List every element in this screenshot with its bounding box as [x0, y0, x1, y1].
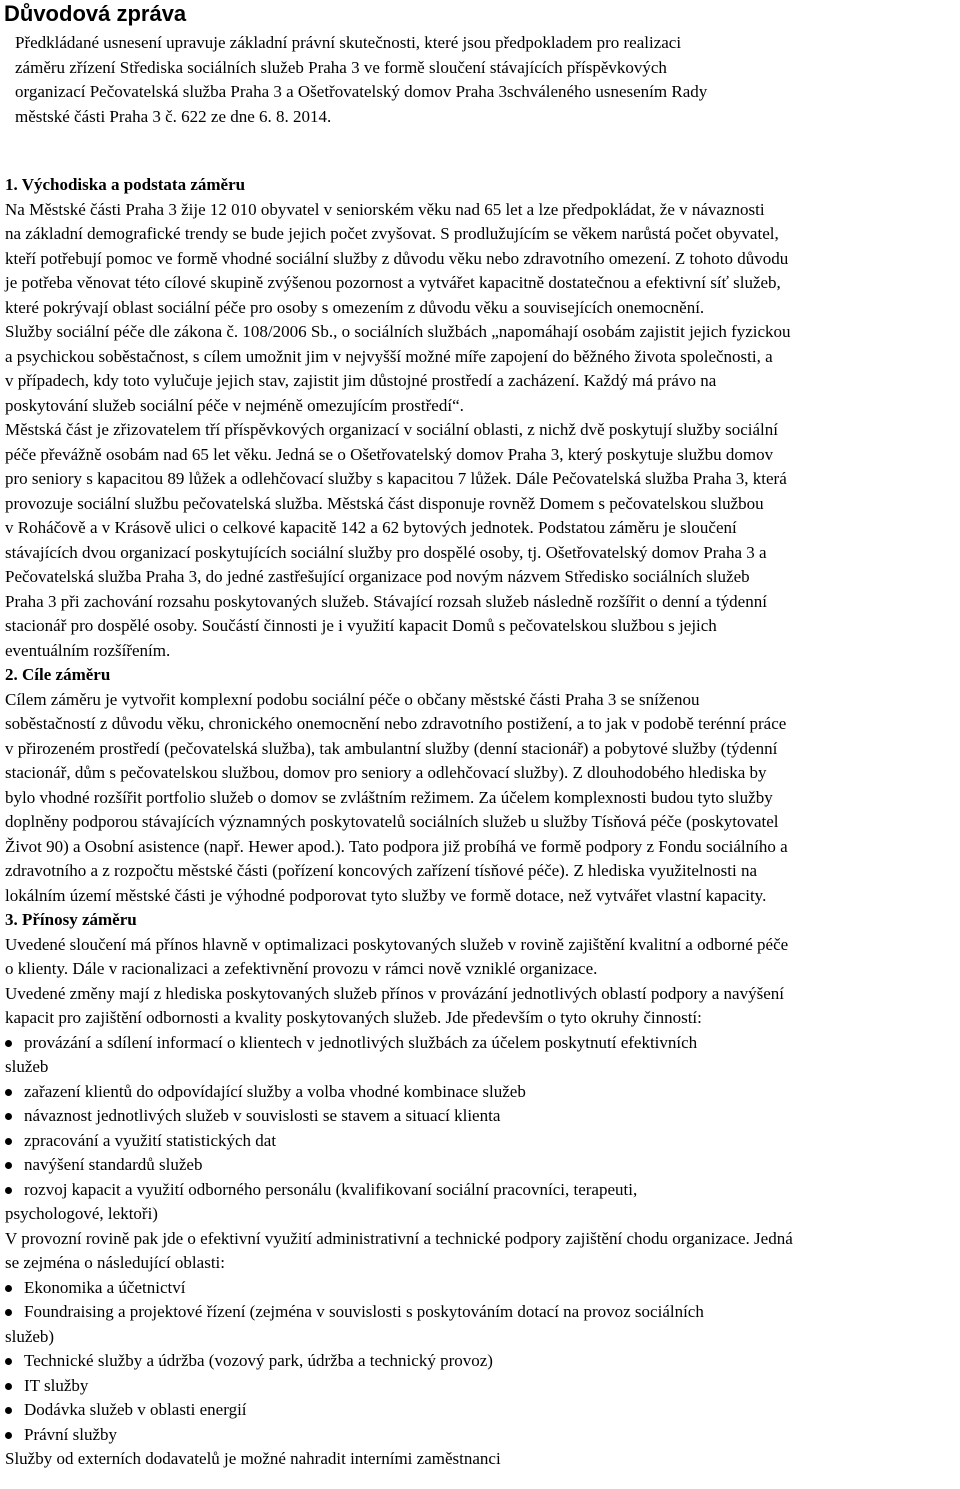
text-line: [5, 982, 960, 1007]
bullet-item: [5, 1423, 960, 1448]
bullet-item: [5, 1104, 960, 1129]
line-text: Služby od externích dodavatelů je možné nahradit interními zaměstnanci: [5, 1449, 501, 1468]
line-text: které pokrývají oblast sociální péče pro osoby s omezením z důvodu věku a souvisejících onemocnění.: [5, 297, 705, 317]
text-line: [5, 712, 960, 737]
section-heading: [5, 173, 960, 198]
line-text: stávajících dvou organizací poskytujících sociální služby pro dospělé osoby, tj. Ošetřovatelský domov Praha 3 a: [5, 542, 767, 562]
text-line: [5, 320, 960, 345]
line-text: IT služby: [24, 1375, 89, 1395]
bullet-icon: [5, 1162, 12, 1169]
line-text: Praha 3 při zachování rozsahu poskytovaných služeb. Stávající rozsah služeb následně rozšířit o denní a týdenní: [5, 591, 767, 611]
text-line: [5, 835, 960, 860]
bullet-icon: [5, 1138, 12, 1145]
text-line: [5, 516, 960, 541]
line-text: 3. Přínosy záměru: [5, 910, 137, 929]
text-line: [5, 859, 960, 884]
line-text: Uvedené změny mají z hlediska poskytovaných služeb přínos v provázání jednotlivých oblastí podpory a navýšení: [5, 983, 784, 1003]
bullet-item: [5, 1398, 960, 1423]
line-text: na základní demografické trendy se bude jejich počet zvyšovat. S prodlužujícím se věkem narůstá počet obyvatel,: [5, 224, 779, 243]
bullet-item: [5, 1129, 960, 1154]
bullet-item: [5, 1374, 960, 1399]
line-text: Uvedené sloučení má přínos hlavně v optimalizaci poskytovaných služeb v rovině zajištění kvalitní a odborné péče: [5, 934, 789, 954]
line-text: Foundraising a projektové řízení (zejména v souvislosti s poskytováním dotací na provoz sociálních: [24, 1302, 704, 1321]
line-text: o klienty. Dále v racionalizaci a zefektivnění provozu v rámci nově vzniklé organizace.: [5, 959, 598, 978]
line-text: a psychickou soběstačnost, s cílem umožnit jim v nejvyšší možné míře zapojení do běžného života společnosti, a: [5, 346, 773, 366]
line-text: péče převážně osobám nad 65 let věku. Jedná se o Ošetřovatelský domov Praha 3, který poskytuje službu domov: [5, 444, 774, 464]
line-text: eventuálním rozšířením.: [5, 640, 171, 660]
line-text: provozuje sociální službu pečovatelská služba. Městská část disponuje rovněž Domem s pečovatelskou službou: [5, 493, 764, 513]
line-text: 2. Cíle záměru: [5, 665, 111, 684]
bullet-icon: [5, 1187, 12, 1194]
line-text: v Roháčově a v Krásově ulici o celkové kapacitě 142 a 62 bytových jednotek. Podstatou záměru je sloučení: [5, 518, 737, 537]
bullet-icon: [5, 1040, 12, 1047]
line-text: doplněny podporou stávajících významných poskytovatelů sociálních služeb u služby Tísňová péče (poskytovatel: [5, 812, 779, 831]
text-line: [5, 222, 960, 247]
line-text: poskytování služeb sociální péče v nejméně omezujícím prostředí“.: [5, 395, 464, 415]
document-body: [5, 173, 960, 1472]
line-text: stacionář, dům s pečovatelskou službou, domov pro seniory a odlehčovací služby). Z dlouhodobého hlediska by: [5, 763, 767, 782]
text-line: [5, 1447, 960, 1472]
text-line: [5, 1006, 960, 1031]
bullet-item: [5, 1178, 960, 1203]
text-line: [5, 418, 960, 443]
text-line: [5, 614, 960, 639]
line-text: zařazení klientů do odpovídající služby a volba vhodné kombinace služeb: [24, 1081, 526, 1101]
line-text: lokálním území městské části je výhodné podporovat tyto služby ve formě dotace, než vytvářet vlastní kapacity.: [5, 885, 767, 905]
line-text: rozvoj kapacit a využití odborného personálu (kvalifikovaní sociální pracovníci, terapeuti,: [24, 1179, 638, 1199]
text-line: [5, 394, 960, 419]
text-line: [5, 639, 960, 664]
text-line: [5, 1251, 960, 1276]
text-line: [5, 296, 960, 321]
text-line: [5, 345, 960, 370]
bullet-icon: [5, 1309, 12, 1316]
text-line: [5, 737, 960, 762]
text-line: [5, 492, 960, 517]
line-text: Technické služby a údržba (vozový park, údržba a technický provoz): [24, 1351, 493, 1370]
line-text: psychologové, lektoři): [5, 1204, 158, 1223]
text-line: [5, 590, 960, 615]
line-text: Cílem záměru je vytvořit komplexní podobu sociální péče o občany městské části Praha 3 se sníženou: [5, 689, 700, 709]
intro-line: městské části Praha 3 č. 622 ze dne 6. 8. 2014.: [15, 106, 332, 126]
bullet-icon: [5, 1113, 12, 1120]
intro-line: organizací Pečovatelská služba Praha 3 a Ošetřovatelský domov Praha 3schváleného usnesením Rady: [15, 82, 708, 101]
bullet-icon: [5, 1089, 12, 1096]
line-text: pro seniory s kapacitou 89 lůžek a odlehčovací služby s kapacitou 7 lůžek. Dále Pečovatelská služba Praha 3, která: [5, 469, 787, 488]
section-heading: [5, 663, 960, 688]
text-line: [5, 1325, 960, 1350]
text-line: [5, 467, 960, 492]
line-text: bylo vhodné rozšířit portfolio služeb o domov se zvláštním režimem. Za účelem komplexnosti budou tyto služby: [5, 787, 773, 807]
line-text: Na Městské části Praha 3 žije 12 010 obyvatel v seniorském věku nad 65 let a lze předpokládat, že v návaznosti: [5, 199, 765, 219]
line-text: v případech, kdy toto vylučuje jejich stav, zajistit jim důstojné prostředí a zacházení. Každý má právo na: [5, 371, 717, 390]
text-line: [5, 957, 960, 982]
line-text: se zejména o následující oblasti:: [5, 1253, 225, 1272]
line-text: Pečovatelská služba Praha 3, do jedné zastřešující organizace pod novým názvem Středisko sociálních služeb: [5, 567, 750, 586]
line-text: navýšení standardů služeb: [24, 1155, 203, 1174]
line-text: Dodávka služeb v oblasti energií: [24, 1400, 247, 1419]
text-line: [5, 884, 960, 909]
text-line: [5, 198, 960, 223]
text-line: [5, 810, 960, 835]
bullet-item: [5, 1349, 960, 1374]
text-line: [5, 1055, 960, 1080]
text-line: [5, 443, 960, 468]
text-line: [5, 565, 960, 590]
line-text: služeb): [5, 1326, 55, 1346]
text-line: [5, 933, 960, 958]
bullet-icon: [5, 1285, 12, 1292]
bullet-icon: [5, 1358, 12, 1365]
line-text: je potřeba věnovat této cílové skupině zvýšenou pozornost a vytvářet kapacitně dostatečnou a efektivní síť služeb,: [5, 273, 781, 292]
line-text: návaznost jednotlivých služeb v souvislosti se stavem a situací klienta: [24, 1106, 501, 1125]
document-title: Důvodová zpráva: [4, 1, 187, 26]
line-text: služeb: [5, 1057, 49, 1076]
bullet-item: [5, 1153, 960, 1178]
bullet-item: [5, 1300, 960, 1325]
text-line: [5, 369, 960, 394]
line-text: Právní služby: [24, 1424, 118, 1444]
text-line: [5, 786, 960, 811]
text-line: [5, 688, 960, 713]
text-line: [5, 1227, 960, 1252]
bullet-item: [5, 1276, 960, 1301]
bullet-icon: [5, 1383, 12, 1390]
line-text: V provozní rovině pak jde o efektivní využití administrativní a technické podpory zajištění chodu organizace. Jedná: [5, 1228, 793, 1248]
intro-line: Předkládané usnesení upravuje základní právní skutečnosti, které jsou předpokladem pro realizaci: [15, 33, 682, 52]
line-text: kapacit pro zajištění odbornosti a kvality poskytovaných služeb. Jde především o tyto okruhy činností:: [5, 1008, 702, 1027]
text-line: [5, 247, 960, 272]
line-text: provázání a sdílení informací o klientech v jednotlivých službách za účelem poskytnutí efektivních: [24, 1032, 698, 1052]
line-text: soběstačností z důvodu věku, chronického onemocnění nebo zdravotního postižení, a to jak v podobě terénní práce: [5, 714, 787, 733]
section-heading: [5, 908, 960, 933]
line-text: zpracování a využití statistických dat: [24, 1130, 277, 1150]
line-text: Městská část je zřizovatelem tří příspěvkových organizací v sociální oblasti, z nichž dvě poskytují služby sociální: [5, 420, 778, 439]
intro-line: záměru zřízení Střediska sociálních služeb Praha 3 ve formě sloučení stávajících příspěvkových: [15, 57, 667, 77]
text-line: [5, 1202, 960, 1227]
line-text: kteří potřebují pomoc ve formě vhodné sociální služby z důvodu věku nebo zdravotního omezení. Z tohoto důvodu: [5, 248, 789, 268]
text-line: [5, 541, 960, 566]
line-text: zdravotního a z rozpočtu městské části (pořízení koncových zařízení tísňové péče). Z hlediska využitelnosti na: [5, 861, 757, 880]
line-text: Život 90) a Osobní asistence (např. Hewer apod.). Tato podpora již probíhá ve formě podpory z Fondu sociálního a: [5, 836, 788, 856]
bullet-item: [5, 1031, 960, 1056]
bullet-icon: [5, 1407, 12, 1414]
line-text: 1. Východiska a podstata záměru: [5, 175, 246, 194]
bullet-item: [5, 1080, 960, 1105]
line-text: v přirozeném prostředí (pečovatelská služba), tak ambulantní služby (denní stacionář) a pobytové služby (týdenní: [5, 738, 778, 758]
line-text: Ekonomika a účetnictví: [24, 1277, 186, 1297]
line-text: Služby sociální péče dle zákona č. 108/2006 Sb., o sociálních službách „napomáhají osobám zajistit jejich fyzickou: [5, 322, 791, 341]
text-line: [5, 271, 960, 296]
line-text: stacionář pro dospělé osoby. Součástí činnosti je i využití kapacit Domů s pečovatelskou službou s jejich: [5, 616, 717, 635]
text-line: [5, 761, 960, 786]
bullet-icon: [5, 1432, 12, 1439]
intro-paragraph: [15, 30, 950, 128]
